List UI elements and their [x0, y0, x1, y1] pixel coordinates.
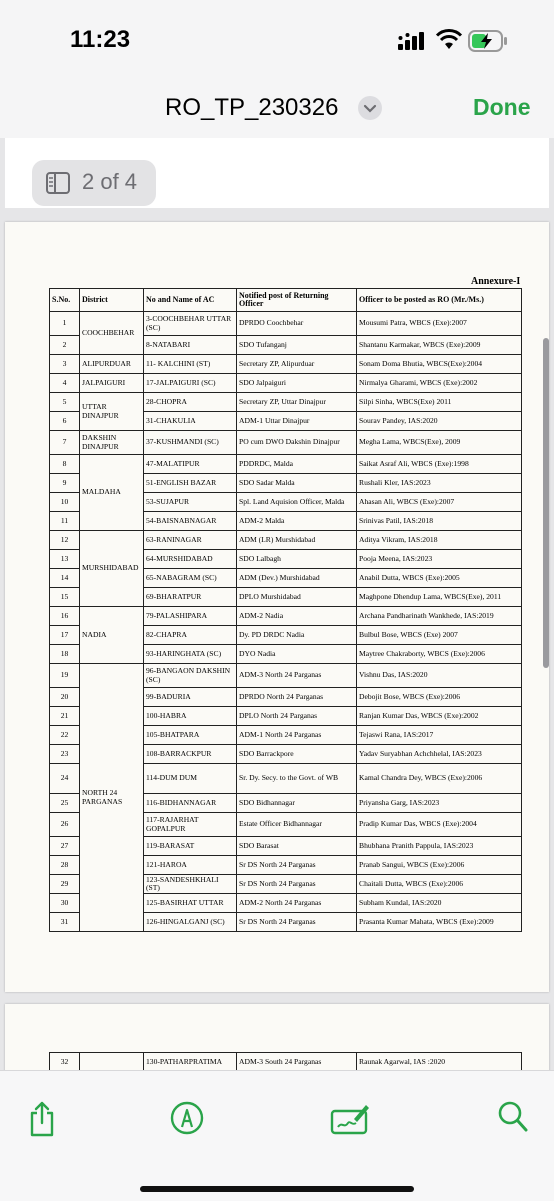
row-post: ADM (LR) Murshidabad [237, 531, 357, 550]
row-ac: 8-NATABARI [144, 336, 237, 355]
row-sno: 5 [50, 393, 80, 412]
row-ac: 126-HINGALGANJ (SC) [144, 913, 237, 932]
row-officer: Vishnu Das, IAS:2020 [357, 664, 522, 688]
row-post: Sr DS North 24 Parganas [237, 856, 357, 875]
sidebar-icon [46, 172, 70, 194]
status-time: 11:23 [70, 26, 131, 53]
row-district: JALPAIGURI [80, 374, 144, 393]
row-officer: Debojit Bose, WBCS (Exe):2006 [357, 688, 522, 707]
row-post: ADM-3 South 24 Parganas [237, 1053, 357, 1072]
row-officer: Aditya Vikram, IAS:2018 [357, 531, 522, 550]
row-officer: Raunak Agarwal, IAS :2020 [357, 1053, 522, 1072]
row-district [80, 1053, 144, 1072]
row-post: ADM-1 North 24 Parganas [237, 726, 357, 745]
row-post: Secretary ZP, Alipurduar [237, 355, 357, 374]
row-officer: Kamal Chandra Dey, WBCS (Exe):2006 [357, 764, 522, 794]
row-post: DPLO Murshidabad [237, 588, 357, 607]
row-post: SDO Tufanganj [237, 336, 357, 355]
row-ac: 96-BANGAON DAKSHIN (SC) [144, 664, 237, 688]
row-officer: Bhubhana Pranith Pappula, IAS:2023 [357, 837, 522, 856]
row-ac: 63-RANINAGAR [144, 531, 237, 550]
row-ac: 37-KUSHMANDI (SC) [144, 431, 237, 455]
row-ac: 53-SUJAPUR [144, 493, 237, 512]
row-post: ADM-2 North 24 Parganas [237, 894, 357, 913]
row-ac: 130-PATHARPRATIMA [144, 1053, 237, 1072]
row-post: SDO Sadar Malda [237, 474, 357, 493]
row-sno: 24 [50, 764, 80, 794]
row-officer: Tejaswi Rana, IAS:2017 [357, 726, 522, 745]
row-officer: Saikat Asraf Ali, WBCS (Exe):1998 [357, 455, 522, 474]
row-ac: 51-ENGLISH BAZAR [144, 474, 237, 493]
home-indicator [140, 1186, 414, 1192]
row-ac: 123-SANDESHKHALI (ST) [144, 875, 237, 894]
row-post: Sr DS North 24 Parganas [237, 875, 357, 894]
header-sno: S.No. [50, 289, 80, 312]
table-row [50, 312, 522, 336]
table-row [50, 431, 522, 455]
row-officer: Mousumi Patra, WBCS (Exe):2007 [357, 312, 522, 336]
row-officer: Ahasan Ali, WBCS (Exe):2007 [357, 493, 522, 512]
table-row [50, 355, 522, 374]
row-officer: Sonam Doma Bhutia, WBCS(Exe):2004 [357, 355, 522, 374]
row-ac: 65-NABAGRAM (SC) [144, 569, 237, 588]
row-district: UTTAR DINAJPUR [80, 393, 144, 431]
row-officer: Archana Pandharinath Wankhede, IAS:2019 [357, 607, 522, 626]
row-officer: Maghpone Dhendup Lama, WBCS(Exe), 2011 [357, 588, 522, 607]
row-sno: 26 [50, 813, 80, 837]
row-sno: 8 [50, 455, 80, 474]
row-post: ADM (Dev.) Murshidabad [237, 569, 357, 588]
row-officer: Rushali Kler, IAS:2023 [357, 474, 522, 493]
row-sno: 10 [50, 493, 80, 512]
row-officer: Pooja Meena, IAS:2023 [357, 550, 522, 569]
row-post: DYO Nadia [237, 645, 357, 664]
row-sno: 13 [50, 550, 80, 569]
row-post: DPLO North 24 Parganas [237, 707, 357, 726]
row-ac: 100-HABRA [144, 707, 237, 726]
row-sno: 1 [50, 312, 80, 336]
row-post: ADM-3 North 24 Parganas [237, 664, 357, 688]
document-page [5, 222, 549, 992]
page-indicator[interactable] [32, 160, 156, 206]
row-sno: 32 [50, 1053, 80, 1072]
title-menu-button[interactable] [358, 96, 382, 120]
row-ac: 114-DUM DUM [144, 764, 237, 794]
table-header-row [50, 289, 522, 312]
signature-button[interactable] [330, 1101, 370, 1140]
document-title[interactable]: RO_TP_230326 [165, 94, 339, 121]
search-button[interactable] [498, 1101, 528, 1138]
row-sno: 23 [50, 745, 80, 764]
document-viewer[interactable] [0, 138, 554, 1070]
row-sno: 30 [50, 894, 80, 913]
row-officer: Sourav Pandey, IAS:2020 [357, 412, 522, 431]
chevron-down-icon [358, 96, 382, 120]
row-post: Sr. Dy. Secy. to the Govt. of WB [237, 764, 357, 794]
header-post: Notified post of Returning Officer [237, 289, 357, 312]
row-ac: 119-BARASAT [144, 837, 237, 856]
officer-table [49, 288, 522, 932]
table-row [50, 374, 522, 393]
row-sno: 31 [50, 913, 80, 932]
row-sno: 21 [50, 707, 80, 726]
row-post: SDO Lalbagh [237, 550, 357, 569]
row-sno: 17 [50, 626, 80, 645]
row-ac: 64-MURSHIDABAD [144, 550, 237, 569]
row-officer: Anabil Dutta, WBCS (Exe):2005 [357, 569, 522, 588]
table-row [50, 664, 522, 688]
row-officer: Yadav Suryabhan Achchhelal, IAS:2023 [357, 745, 522, 764]
row-officer: Megha Lama, WBCS(Exe), 2009 [357, 431, 522, 455]
row-ac: 121-HAROA [144, 856, 237, 875]
row-officer: Nirmalya Gharami, WBCS (Exe):2002 [357, 374, 522, 393]
row-officer: Prasanta Kumar Mahata, WBCS (Exe):2009 [357, 913, 522, 932]
table-row [50, 607, 522, 626]
scrollbar[interactable] [543, 338, 549, 668]
row-ac: 99-BADURIA [144, 688, 237, 707]
search-icon [498, 1101, 528, 1133]
row-sno: 14 [50, 569, 80, 588]
row-sno: 7 [50, 431, 80, 455]
row-ac: 31-CHAKULIA [144, 412, 237, 431]
row-officer: Priyansha Garg, IAS:2023 [357, 794, 522, 813]
row-ac: 105-BHATPARA [144, 726, 237, 745]
row-post: SDO Barrackpore [237, 745, 357, 764]
wifi-icon [436, 30, 462, 50]
header-district: District [80, 289, 144, 312]
row-post: SDO Barasat [237, 837, 357, 856]
row-post: SDO Jalpaiguri [237, 374, 357, 393]
row-officer: Maytree Chakraborty, WBCS (Exe):2006 [357, 645, 522, 664]
markup-icon [170, 1101, 204, 1135]
row-sno: 9 [50, 474, 80, 493]
row-officer: Pranab Sangui, WBCS (Exe):2006 [357, 856, 522, 875]
row-post: ADM-2 Malda [237, 512, 357, 531]
row-sno: 25 [50, 794, 80, 813]
row-district: ALIPURDUAR [80, 355, 144, 374]
row-sno: 29 [50, 875, 80, 894]
row-post: DPRDO North 24 Parganas [237, 688, 357, 707]
row-post: DPRDO Coochbehar [237, 312, 357, 336]
row-sno: 16 [50, 607, 80, 626]
row-post: ADM-2 Nadia [237, 607, 357, 626]
row-ac: 17-JALPAIGURI (SC) [144, 374, 237, 393]
share-icon [28, 1101, 56, 1137]
done-button[interactable]: Done [473, 94, 531, 120]
row-sno: 19 [50, 664, 80, 688]
row-sno: 3 [50, 355, 80, 374]
row-post: Dy. PD DRDC Nadia [237, 626, 357, 645]
row-district: NORTH 24 PARGANAS [80, 664, 144, 932]
row-post: PDDRDC, Malda [237, 455, 357, 474]
row-sno: 6 [50, 412, 80, 431]
row-ac: 54-BAISNABNAGAR [144, 512, 237, 531]
row-officer: Bulbul Bose, WBCS (Exe) 2007 [357, 626, 522, 645]
row-ac: 3-COOCHBEHAR UTTAR (SC) [144, 312, 237, 336]
row-post: ADM-1 Uttar Dinajpur [237, 412, 357, 431]
row-ac: 125-BASIRHAT UTTAR [144, 894, 237, 913]
share-button[interactable] [28, 1101, 56, 1142]
row-post: PO cum DWO Dakshin Dinajpur [237, 431, 357, 455]
markup-button[interactable] [170, 1101, 204, 1140]
row-post: Sr DS North 24 Parganas [237, 913, 357, 932]
row-sno: 12 [50, 531, 80, 550]
table-row [50, 455, 522, 474]
row-ac: 28-CHOPRA [144, 393, 237, 412]
row-ac: 93-HARINGHATA (SC) [144, 645, 237, 664]
row-district: COOCHBEHAR [80, 312, 144, 355]
row-ac: 82-CHAPRA [144, 626, 237, 645]
row-ac: 117-RAJARHAT GOPALPUR [144, 813, 237, 837]
row-officer: Shantanu Karmakar, WBCS (Exe):2009 [357, 336, 522, 355]
battery-charging-icon [468, 30, 508, 52]
row-ac: 108-BARRACKPUR [144, 745, 237, 764]
row-district: DAKSHIN DINAJPUR [80, 431, 144, 455]
row-ac: 47-MALATIPUR [144, 455, 237, 474]
header-ac: No and Name of AC [144, 289, 237, 312]
row-sno: 28 [50, 856, 80, 875]
table-row [50, 393, 522, 412]
row-officer: Srinivas Patil, IAS:2018 [357, 512, 522, 531]
row-officer: Ranjan Kumar Das, WBCS (Exe):2002 [357, 707, 522, 726]
row-post: Estate Officer Bidhannagar [237, 813, 357, 837]
row-ac: 69-BHARATPUR [144, 588, 237, 607]
row-sno: 22 [50, 726, 80, 745]
navigation-bar [0, 80, 554, 139]
row-officer: Silpi Sinha, WBCS(Exe) 2011 [357, 393, 522, 412]
row-sno: 11 [50, 512, 80, 531]
row-district: MALDAHA [80, 455, 144, 531]
row-sno: 27 [50, 837, 80, 856]
row-ac: 11- KALCHINI (ST) [144, 355, 237, 374]
row-sno: 2 [50, 336, 80, 355]
table-row [50, 531, 522, 550]
row-officer: Subham Kundal, IAS:2020 [357, 894, 522, 913]
row-sno: 18 [50, 645, 80, 664]
bottom-toolbar [0, 1070, 554, 1201]
row-ac: 116-BIDHANNAGAR [144, 794, 237, 813]
page-indicator-text: 2 of 4 [82, 169, 138, 194]
row-sno: 15 [50, 588, 80, 607]
status-bar [0, 0, 554, 80]
row-sno: 20 [50, 688, 80, 707]
signature-icon [330, 1101, 370, 1135]
row-officer: Pradip Kumar Das, WBCS (Exe):2004 [357, 813, 522, 837]
header-officer: Officer to be posted as RO (Mr./Ms.) [357, 289, 522, 312]
row-district: NADIA [80, 607, 144, 664]
row-post: SDO Bidhannagar [237, 794, 357, 813]
cellular-signal-icon [398, 32, 428, 50]
annexure-label: Annexure-I [471, 276, 521, 287]
table-row [50, 1053, 522, 1072]
row-post: Secretary ZP, Uttar Dinajpur [237, 393, 357, 412]
row-district: MURSHIDABAD [80, 531, 144, 607]
row-post: Spl. Land Aquision Officer, Malda [237, 493, 357, 512]
row-officer: Chaitali Dutta, WBCS (Exe):2006 [357, 875, 522, 894]
row-sno: 4 [50, 374, 80, 393]
row-ac: 79-PALASHIPARA [144, 607, 237, 626]
